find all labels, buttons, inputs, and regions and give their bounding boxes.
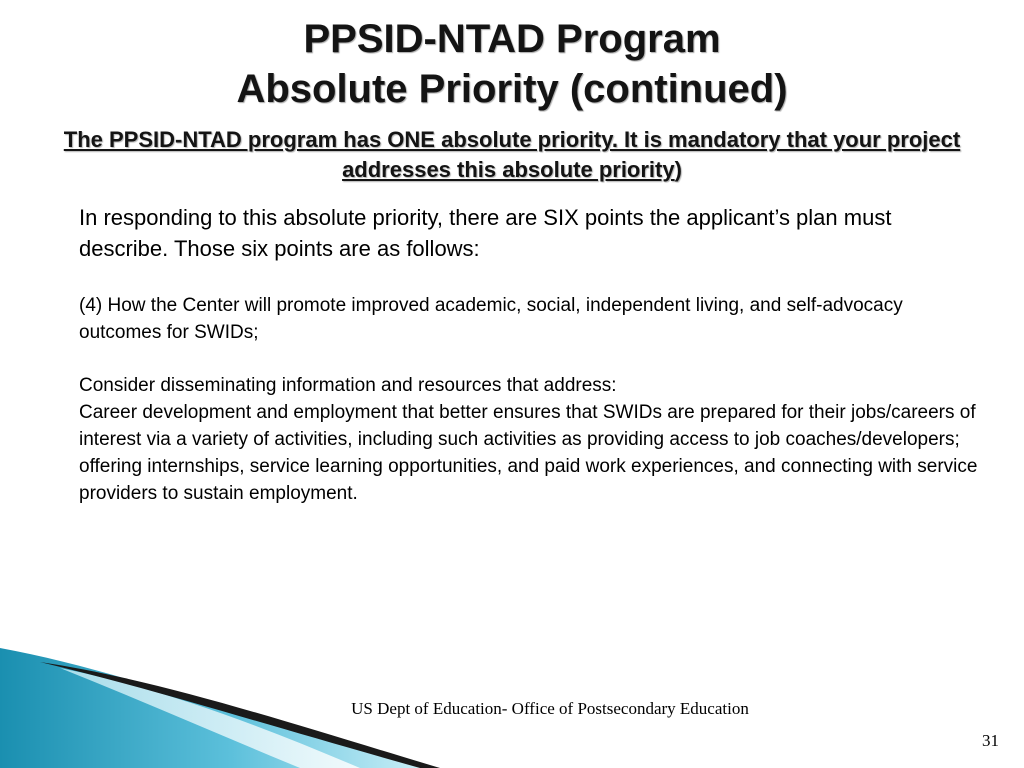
slide-body — [79, 202, 979, 507]
consider-heading: Consider disseminating information and resources that address: — [79, 375, 617, 396]
title-line-2: Absolute Priority (continued) — [236, 67, 788, 111]
title-line-1: PPSID-NTAD Program — [303, 17, 721, 61]
slide-title — [0, 14, 1024, 114]
slide-subtitle — [30, 125, 994, 185]
footer-text: US Dept of Education- Office of Postsecondary Education — [351, 699, 749, 718]
point-4-paragraph: (4) How the Center will promote improved academic, social, independent living, and self-advocacy outcomes for SWIDs; — [79, 295, 903, 343]
subtitle-underlined-text: The PPSID-NTAD program has ONE absolute priority. It is mandatory that your project addresses this absolute priority — [63, 127, 961, 182]
page-number: 31 — [982, 731, 999, 750]
consider-block — [79, 372, 979, 507]
subtitle-tail: ) — [674, 157, 682, 182]
consider-body: Career development and employment that better ensures that SWIDs are prepared for their jobs/careers of interest via a variety of activities, including such activities as providing access to job coaches/developers; offering internships, service learning opportunities, and paid work experiences, and connecting with service providers to sustain employment. — [79, 402, 978, 504]
intro-paragraph: In responding to this absolute priority, there are SIX points the applicant’s plan must describe. Those six points are as follows: — [79, 205, 892, 261]
